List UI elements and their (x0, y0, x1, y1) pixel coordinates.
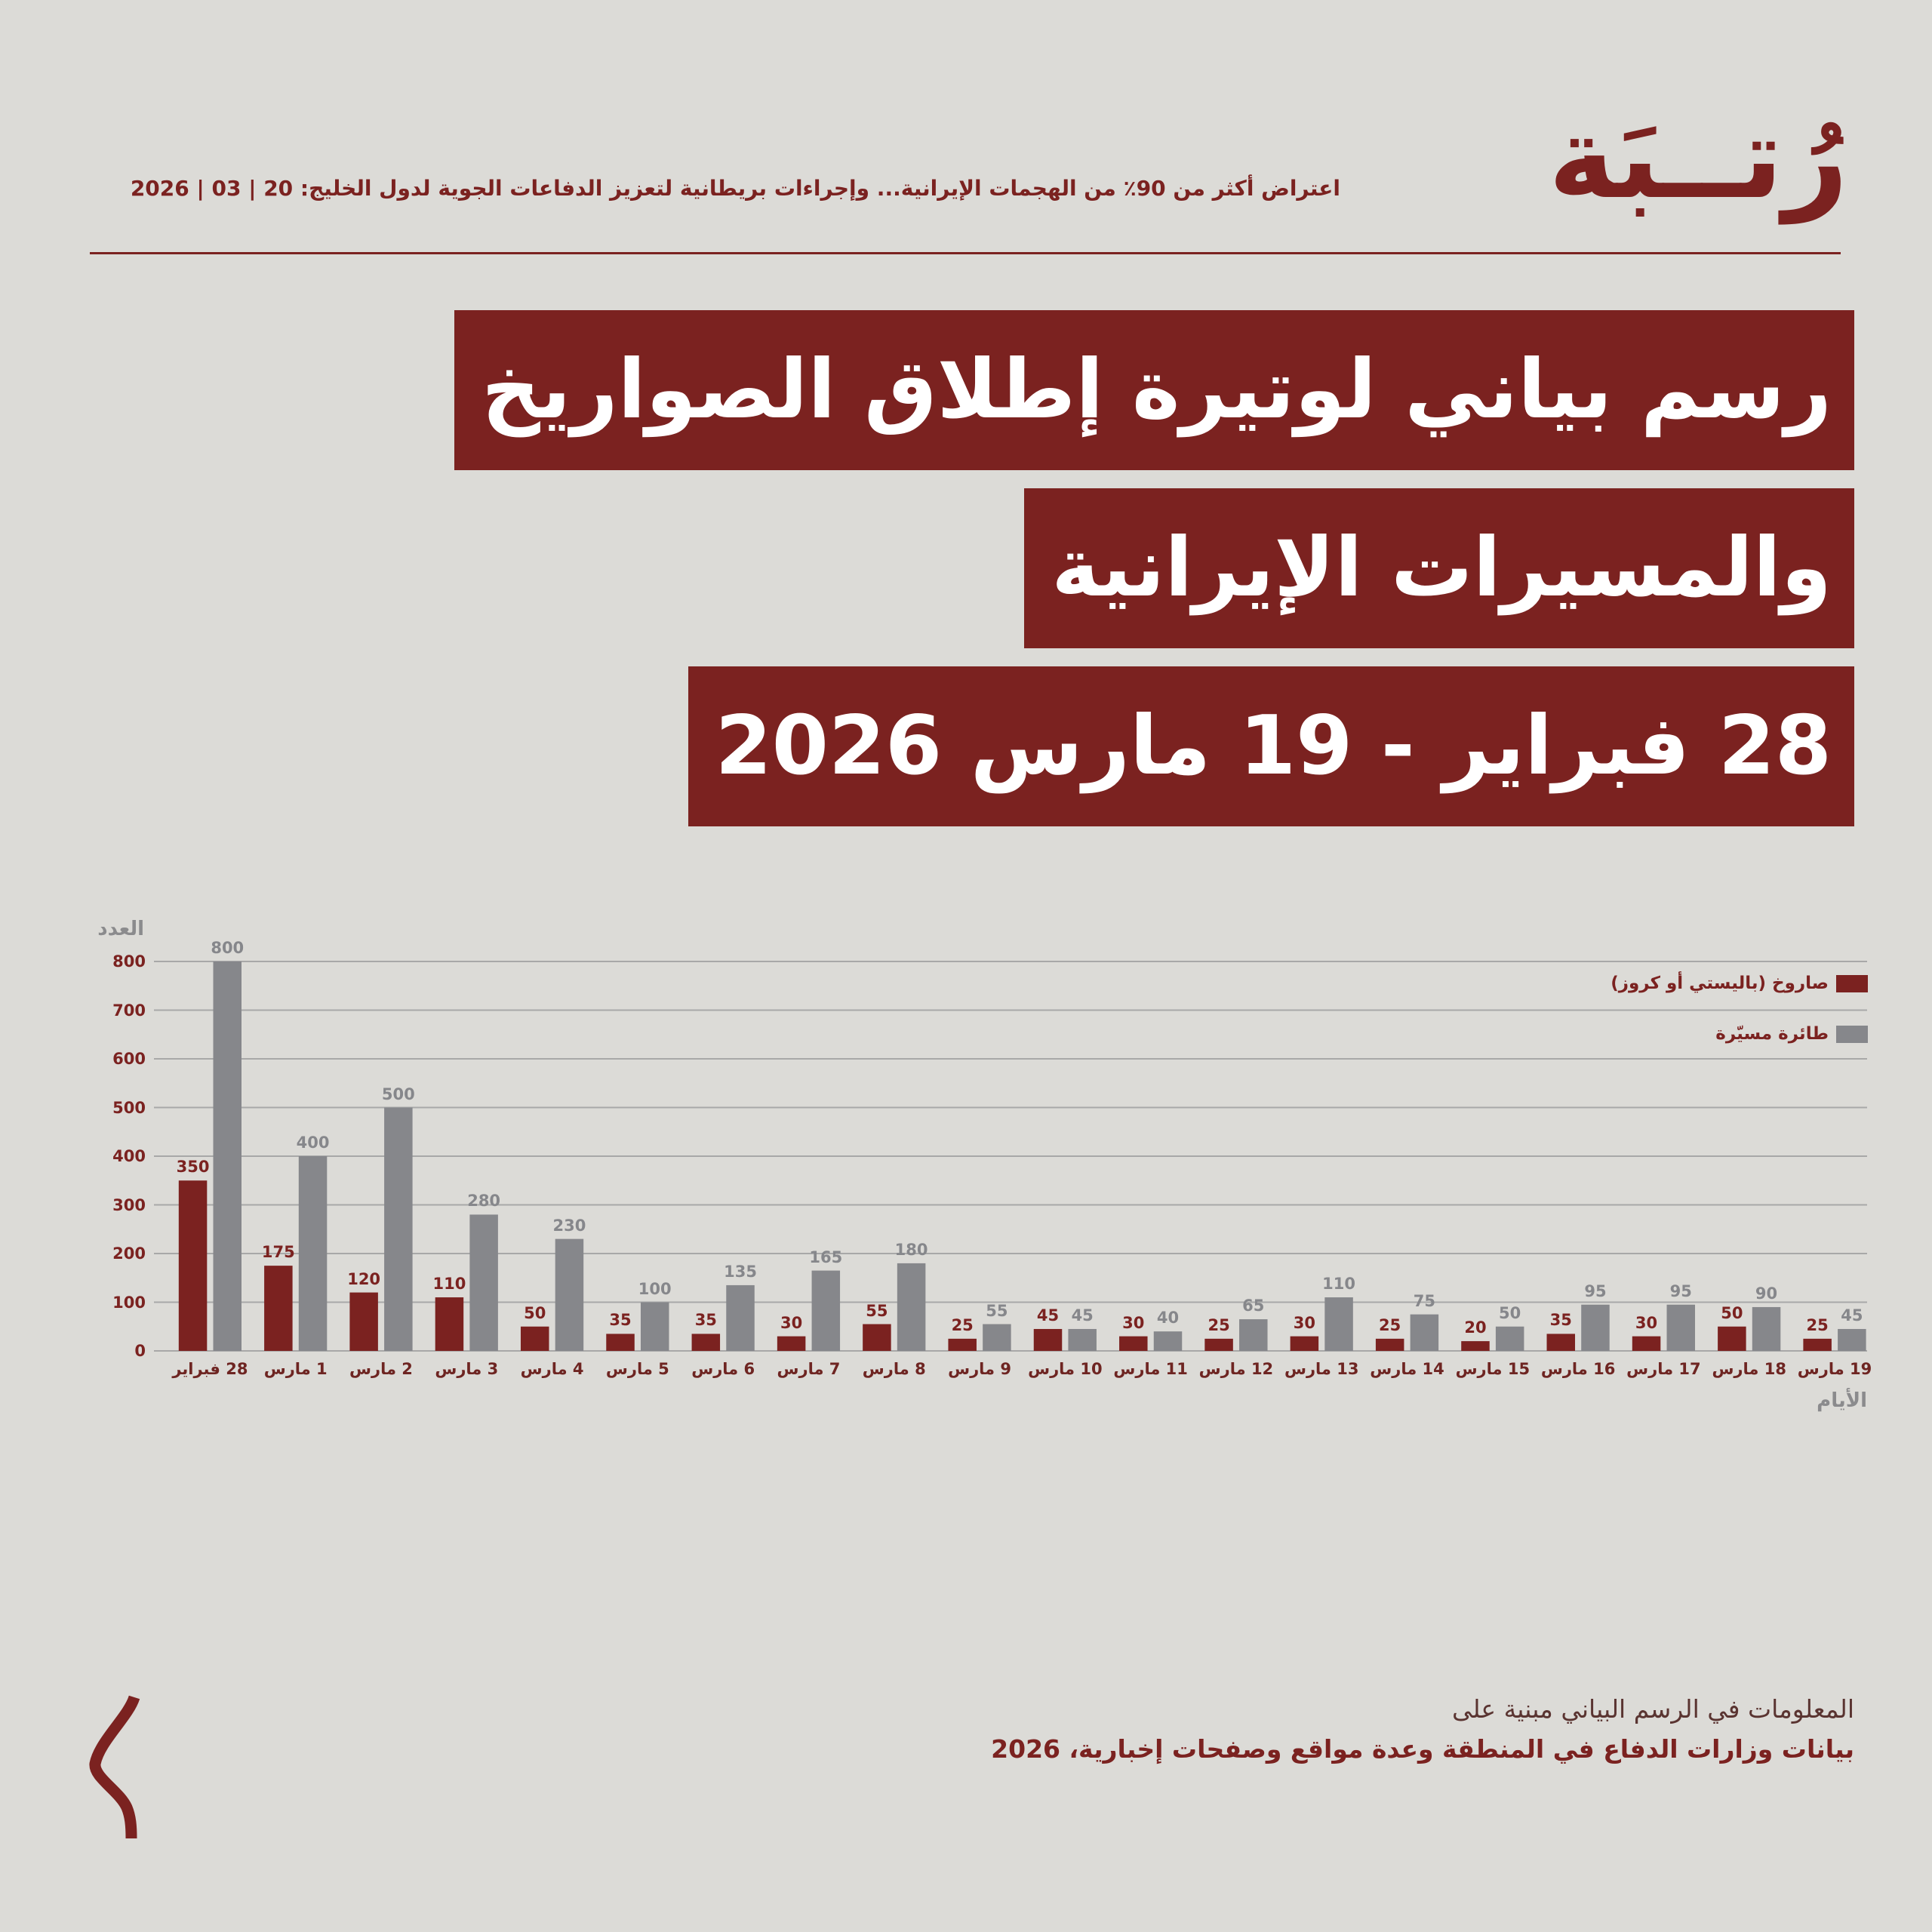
x-tick-label-7: 6 مارس (691, 1360, 755, 1378)
value-label-series-1-7: 35 (694, 1311, 717, 1330)
value-label-series-2-3: 500 (381, 1084, 415, 1103)
value-label-series-2-4: 280 (467, 1192, 501, 1211)
bar-series-1-20 (1803, 1339, 1832, 1351)
bar-series-2-11 (1068, 1329, 1097, 1351)
value-label-series-1-1: 350 (176, 1158, 210, 1177)
value-label-series-2-13: 65 (1242, 1297, 1265, 1315)
value-label-series-1-15: 25 (1379, 1315, 1401, 1334)
x-axis-title: الأيام (1817, 1389, 1867, 1412)
value-label-series-2-1: 800 (211, 939, 245, 957)
header-divider (90, 252, 1841, 254)
bar-series-1-15 (1376, 1339, 1404, 1351)
value-label-series-2-6: 100 (638, 1279, 672, 1298)
value-label-series-1-18: 30 (1635, 1313, 1658, 1332)
bar-series-1-1 (179, 1180, 207, 1351)
source-intro: المعلومات في الرسم البياني مبنية على (1451, 1694, 1854, 1724)
bar-series-2-10 (983, 1324, 1011, 1351)
x-tick-label-10: 9 مارس (948, 1360, 1011, 1378)
bar-series-2-12 (1154, 1331, 1183, 1351)
bar-series-1-12 (1119, 1337, 1148, 1351)
bar-series-1-2 (264, 1266, 293, 1351)
bar-series-1-8 (777, 1337, 806, 1351)
value-label-series-1-6: 35 (609, 1311, 632, 1330)
value-label-series-1-12: 30 (1122, 1313, 1145, 1332)
value-label-series-1-4: 110 (432, 1275, 466, 1294)
title-block (454, 310, 1854, 826)
bar-series-1-17 (1547, 1334, 1576, 1351)
bar-series-2-19 (1752, 1307, 1781, 1351)
x-tick-label-14: 13 مارس (1284, 1360, 1359, 1378)
bar-series-1-7 (692, 1334, 721, 1351)
y-tick-label-0: 0 (134, 1342, 146, 1360)
value-label-series-2-12: 40 (1156, 1309, 1180, 1327)
x-tick-label-2: 1 مارس (263, 1360, 328, 1378)
bar-series-1-14 (1291, 1337, 1319, 1351)
value-label-series-2-2: 400 (296, 1134, 330, 1152)
x-tick-label-18: 17 مارس (1626, 1360, 1701, 1378)
bar-series-1-16 (1461, 1341, 1490, 1351)
y-tick-label-800: 800 (112, 952, 146, 971)
x-tick-label-17: 16 مارس (1540, 1360, 1616, 1378)
bar-series-2-3 (384, 1108, 413, 1352)
value-label-series-1-16: 20 (1464, 1318, 1487, 1337)
bar-series-2-1 (214, 961, 242, 1351)
y-tick-label-100: 100 (112, 1293, 146, 1312)
y-tick-label-700: 700 (112, 1001, 146, 1020)
x-tick-label-3: 2 مارس (349, 1360, 413, 1378)
value-label-series-1-11: 45 (1036, 1306, 1060, 1324)
source-text: بيانات وزارات الدفاع في المنطقة وعدة مواقع وصفحات إخبارية، 2026 (991, 1734, 1854, 1764)
x-tick-label-5: 4 مارس (520, 1360, 584, 1378)
x-tick-label-20: 19 مارس (1797, 1360, 1872, 1378)
y-tick-label-400: 400 (112, 1147, 146, 1165)
value-label-series-2-19: 90 (1755, 1284, 1778, 1303)
bar-series-1-3 (349, 1293, 378, 1351)
value-label-series-2-5: 230 (552, 1216, 586, 1235)
y-tick-label-200: 200 (112, 1244, 146, 1263)
legend-swatch-drone (1836, 1026, 1868, 1043)
value-label-series-1-14: 30 (1293, 1313, 1315, 1332)
value-label-series-2-17: 95 (1584, 1281, 1607, 1300)
value-label-series-1-2: 175 (261, 1243, 295, 1262)
bar-series-1-19 (1718, 1327, 1746, 1351)
bar-series-2-5 (555, 1239, 584, 1351)
legend-label-missile: صاروخ (باليستي أو كروز) (1611, 974, 1829, 993)
bar-series-2-6 (641, 1303, 669, 1352)
x-tick-label-15: 14 مارس (1370, 1360, 1444, 1378)
value-label-series-1-9: 55 (866, 1301, 888, 1320)
x-tick-label-1: 28 فبراير (172, 1360, 248, 1378)
value-label-series-1-5: 50 (524, 1303, 546, 1322)
x-tick-label-8: 7 مارس (777, 1360, 841, 1378)
x-tick-label-13: 12 مارس (1198, 1360, 1274, 1378)
title-line-1: رسم بياني لوتيرة إطلاق الصواريخ (454, 310, 1854, 470)
bar-series-2-14 (1324, 1297, 1353, 1351)
legend-item-drone (1715, 1024, 1868, 1044)
bar-series-1-11 (1034, 1329, 1063, 1351)
bar-series-1-9 (863, 1324, 891, 1351)
value-label-series-1-20: 25 (1806, 1315, 1829, 1334)
y-tick-label-600: 600 (112, 1050, 146, 1068)
x-tick-label-6: 5 مارس (605, 1360, 669, 1378)
value-label-series-2-14: 110 (1322, 1275, 1355, 1294)
value-label-series-2-7: 135 (724, 1262, 757, 1281)
bar-series-2-17 (1581, 1305, 1610, 1351)
value-label-series-2-8: 165 (809, 1247, 843, 1266)
legend-swatch-missile (1836, 975, 1868, 992)
bar-series-2-15 (1411, 1315, 1439, 1351)
value-label-series-1-17: 35 (1549, 1311, 1572, 1330)
value-label-series-2-20: 45 (1841, 1306, 1863, 1324)
bar-series-2-7 (726, 1285, 755, 1351)
value-label-series-1-3: 120 (347, 1269, 381, 1288)
y-axis-title: العدد (97, 918, 144, 940)
bar-series-1-13 (1204, 1339, 1233, 1351)
bar-series-2-4 (469, 1214, 498, 1351)
x-tick-label-11: 10 مارس (1028, 1360, 1103, 1378)
y-tick-label-300: 300 (112, 1195, 146, 1214)
y-tick-label-500: 500 (112, 1098, 146, 1117)
bar-series-1-6 (606, 1334, 635, 1351)
value-label-series-2-9: 180 (894, 1240, 928, 1259)
value-label-series-2-16: 50 (1499, 1303, 1521, 1322)
value-label-series-2-10: 55 (986, 1301, 1008, 1320)
bar-series-2-8 (812, 1271, 841, 1351)
x-tick-label-16: 15 مارس (1455, 1360, 1531, 1378)
x-tick-label-4: 3 مارس (435, 1360, 499, 1378)
legend-label-drone: طائرة مسيّرة (1715, 1024, 1829, 1044)
value-label-series-1-10: 25 (951, 1315, 974, 1334)
value-label-series-2-11: 45 (1071, 1306, 1094, 1324)
legend-item-missile (1611, 974, 1868, 993)
bar-series-2-18 (1667, 1305, 1696, 1351)
x-tick-label-19: 18 مارس (1712, 1360, 1786, 1378)
value-label-series-2-18: 95 (1669, 1281, 1692, 1300)
bar-chart (0, 906, 1932, 1434)
value-label-series-1-19: 50 (1721, 1303, 1743, 1322)
title-line-2: والمسيرات الإيرانية (1024, 488, 1854, 648)
value-label-series-2-15: 75 (1413, 1291, 1435, 1310)
bar-series-2-9 (897, 1263, 926, 1351)
bar-series-2-13 (1239, 1319, 1268, 1351)
angle-bracket-icon (89, 1694, 142, 1841)
title-line-3: 28 فبراير - 19 مارس 2026 (688, 666, 1854, 826)
bar-series-1-18 (1632, 1337, 1661, 1351)
bar-series-2-20 (1838, 1329, 1866, 1351)
header-headline: اعتراض أكثر من 90٪ من الهجمات الإيرانية... وإجراءات بريطانية لتعزيز الدفاعات الجوية لدول الخليج: 20 | 03 | 2026 (130, 176, 1340, 201)
bar-series-2-16 (1496, 1327, 1524, 1351)
bar-series-1-5 (521, 1327, 549, 1351)
bar-series-1-10 (948, 1339, 977, 1351)
bar-series-1-4 (435, 1297, 464, 1351)
x-tick-label-12: 11 مارس (1113, 1360, 1188, 1378)
brand-logo: رُتــبَة (1548, 93, 1848, 224)
value-label-series-1-8: 30 (780, 1313, 803, 1332)
value-label-series-1-13: 25 (1208, 1315, 1230, 1334)
bar-series-2-2 (299, 1156, 328, 1351)
x-tick-label-9: 8 مارس (862, 1360, 926, 1378)
